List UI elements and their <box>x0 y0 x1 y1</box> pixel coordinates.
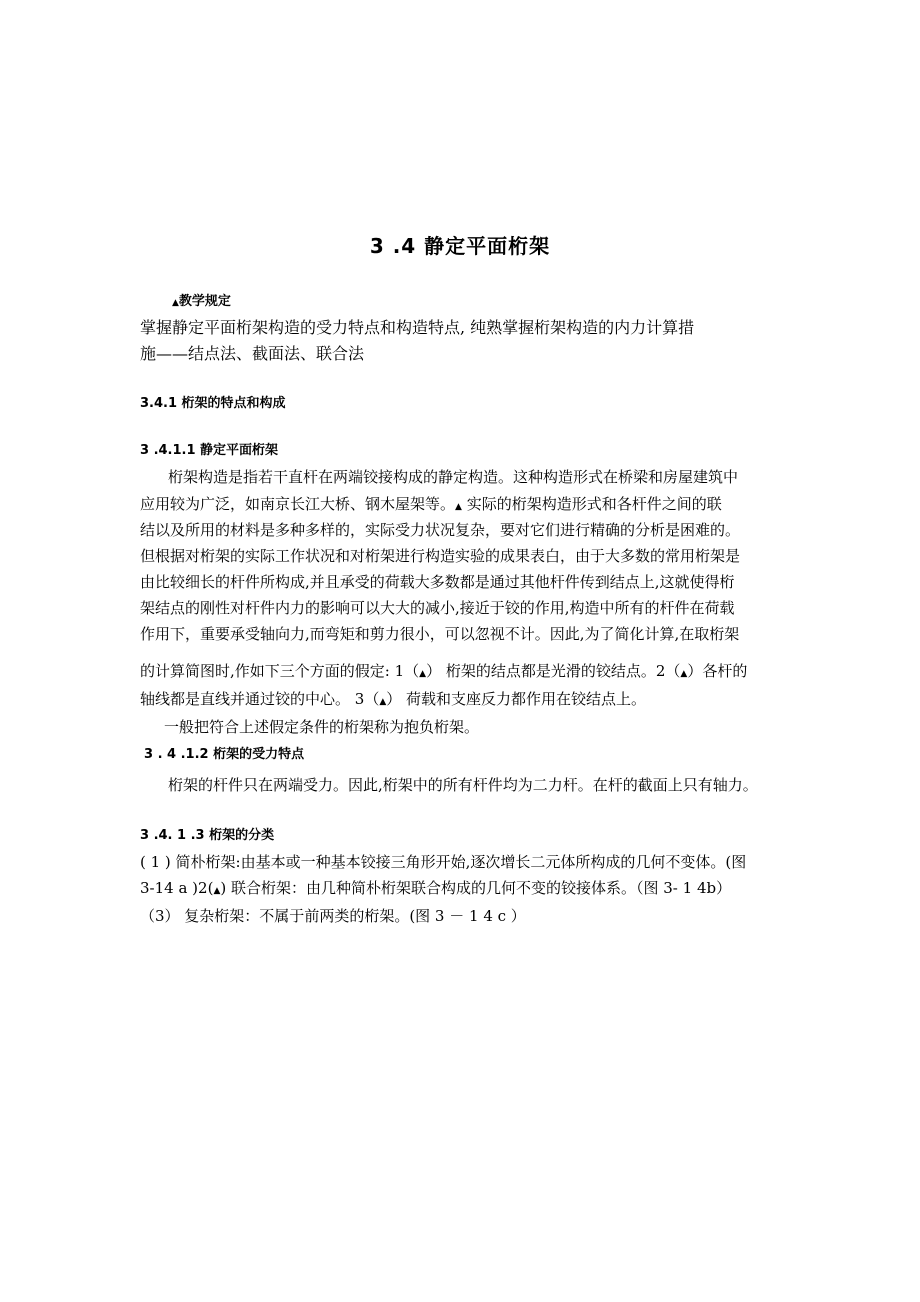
teaching-heading-text: 教学规定 <box>178 294 231 309</box>
triangle-mark-icon: ▲ <box>680 669 688 679</box>
classification-line: ( 1 ) 简朴桁架:由基本或一种基本铰接三角形开始,逐次增长二元体所构成的几何不变体。(图 <box>140 853 747 871</box>
paragraph-text: 应用较为广泛，如南京长江大桥、钢木屋架等。 <box>140 495 456 513</box>
paragraph-text: ） 荷载和支座反力都作用在铰结点上。 <box>386 690 647 708</box>
triangle-mark-icon: ▲ <box>419 669 427 679</box>
triangle-mark-icon: ▲ <box>379 697 387 707</box>
page-title: 3 .4 静定平面桁架 <box>369 234 551 258</box>
paragraph-text: ） 桁架的结点都是光滑的铰结点。2（ <box>426 662 681 680</box>
classification-line <box>140 878 731 901</box>
paragraph-text: ）各杆的 <box>687 662 748 680</box>
teaching-heading <box>172 292 231 313</box>
classification-line: （3） 复杂桁架：不属于前两类的桁架。(图 3 － 1 4 c ） <box>140 907 526 925</box>
paragraph-line <box>140 689 646 712</box>
paragraph-line: 桁架构造是指若干直杆在两端铰接构成的静定构造。这种构造形式在桥梁和房屋建筑中 <box>168 468 739 486</box>
teaching-line-1: 掌握静定平面桁架构造的受力特点和构造特点, 纯熟掌握桁架构造的内力计算措 <box>140 318 695 337</box>
paragraph-line: 一般把符合上述假定条件的桁架称为抱负桁架。 <box>164 718 480 736</box>
paragraph-line: 作用下，重要承受轴向力,而弯矩和剪力很小，可以忽视不计。因此,为了简化计算,在取桁架 <box>140 625 740 643</box>
paragraph-text: 实际的桁架构造形式和各杆件之间的联 <box>461 495 722 513</box>
triangle-mark-icon: ▲ <box>455 502 462 512</box>
paragraph-line <box>140 661 747 684</box>
paragraph-line: 由比较细长的杆件所构成,并且承受的荷载大多数都是通过其他杆件传到结点上,这就使得桁 <box>140 573 735 591</box>
classification-text: ) 联合桁架：由几种简朴桁架联合构成的几何不变的铰接体系。（图 3- 1 4b） <box>220 879 732 897</box>
triangle-mark-icon: ▲ <box>213 886 221 896</box>
paragraph-line <box>140 494 722 517</box>
paragraph-line: 结以及所用的材料是多种多样的，实际受力状况复杂，要对它们进行精确的分析是困难的。 <box>140 521 741 539</box>
teaching-line-2: 施——结点法、截面法、联合法 <box>140 344 365 363</box>
classification-text: 3-14 a )2( <box>140 879 214 897</box>
section-heading-3413: 3 .4. 1 .3 桁架的分类 <box>140 828 275 843</box>
section-heading-3412: 3 . 4 .1.2 桁架的受力特点 <box>144 747 305 762</box>
section-heading-3411: 3 .4.1.1 静定平面桁架 <box>140 443 279 458</box>
paragraph-text: 的计算简图时,作如下三个方面的假定: 1（ <box>140 662 420 680</box>
paragraph-line: 但根据对桁架的实际工作状况和对桁架进行构造实验的成果表白，由于大多数的常用桁架是 <box>140 547 741 565</box>
paragraph-text: 轴线都是直线并通过铰的中心。 3（ <box>140 690 380 708</box>
triangle-mark-icon: ▲ <box>172 298 179 308</box>
paragraph-line: 桁架的杆件只在两端受力。因此,桁架中的所有杆件均为二力杆。在杆的截面上只有轴力。 <box>168 776 758 794</box>
paragraph-line: 架结点的刚性对杆件内力的影响可以大大的减小,接近于铰的作用,构造中所有的杆件在荷载 <box>140 599 735 617</box>
section-heading-341: 3.4.1 桁架的特点和构成 <box>140 396 286 411</box>
